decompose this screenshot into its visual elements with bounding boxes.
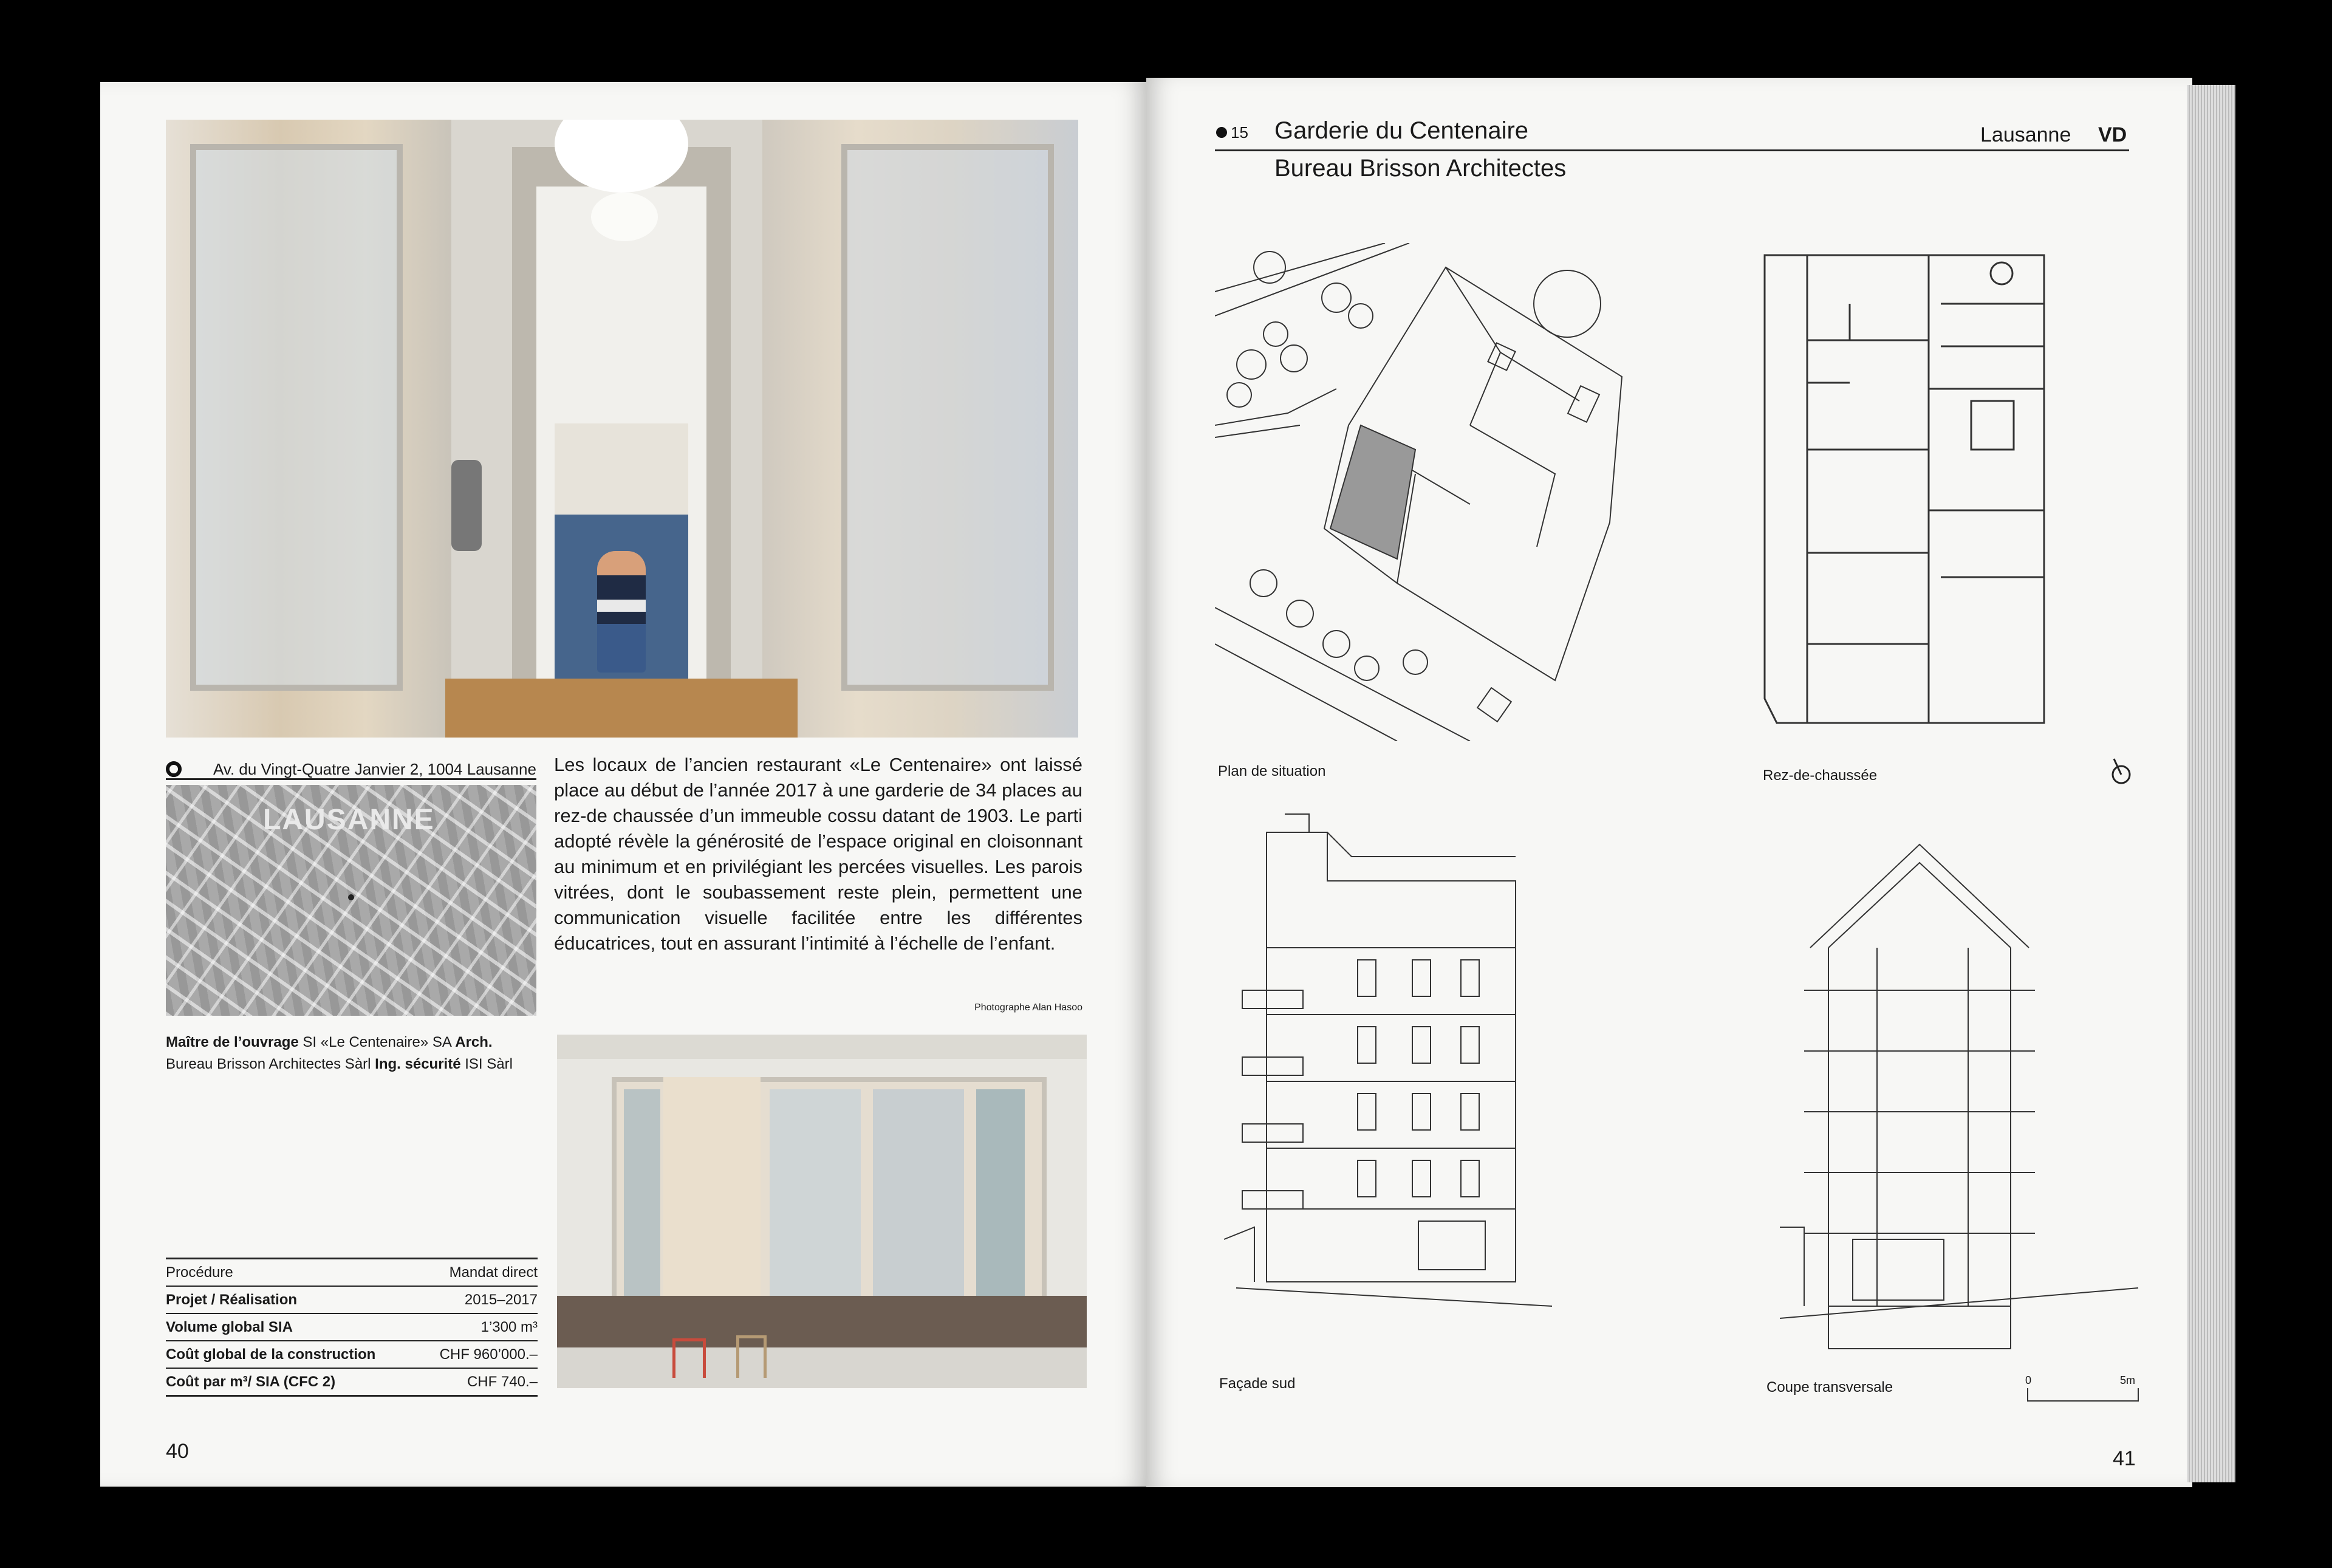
caption-ground-floor: Rez-de-chaussée	[1763, 767, 1878, 784]
north-arrow-icon	[2109, 756, 2133, 787]
table-value: Mandat direct	[449, 1264, 538, 1281]
safety-value: ISI Sàrl	[465, 1056, 513, 1072]
table-row	[166, 1368, 538, 1396]
owner-label: Maître de l’ouvrage	[166, 1034, 299, 1050]
project-number: 15	[1231, 123, 1248, 142]
pendant-lamp-far	[591, 193, 658, 241]
architect-subtitle: Bureau Brisson Architectes	[1274, 155, 1567, 182]
glass-pane	[770, 1089, 861, 1320]
address: Av. du Vingt-Quatre Janvier 2, 1004 Lausanne	[213, 759, 536, 778]
glass-partition-left	[190, 144, 403, 691]
scale-bar	[2027, 1388, 2139, 1402]
south-facade-drawing	[1218, 808, 1558, 1312]
credits	[166, 1032, 542, 1075]
map-label: LAUSANNE	[263, 804, 435, 836]
table-label: Procédure	[166, 1264, 233, 1281]
table-label: Volume global SIA	[166, 1318, 293, 1335]
table-row	[166, 1313, 538, 1341]
table-row	[166, 1341, 538, 1368]
page-number-right: 41	[2113, 1447, 2136, 1470]
safety-label: Ing. sécurité	[375, 1056, 461, 1072]
glass-pane	[624, 1089, 660, 1296]
scale-end: 5m	[2120, 1374, 2136, 1386]
caption-site-plan: Plan de situation	[1218, 763, 1326, 779]
fire-extinguisher	[451, 460, 482, 551]
table-value: CHF 740.–	[467, 1373, 538, 1390]
table-row	[166, 1259, 538, 1287]
page-number-left: 40	[166, 1440, 189, 1463]
caption-cross-section: Coupe transversale	[1766, 1379, 1893, 1395]
table-label: Coût global de la construction	[166, 1346, 376, 1363]
table-label: Coût par m³/ SIA (CFC 2)	[166, 1373, 336, 1390]
dark-baseboard	[557, 1296, 1087, 1351]
glass-pane	[976, 1089, 1025, 1296]
ground-floor-plan	[1759, 249, 2050, 747]
ceiling	[557, 1035, 1087, 1059]
corridor-photo	[166, 120, 1078, 738]
glass-pane	[873, 1089, 964, 1320]
project-data-table	[166, 1258, 538, 1397]
body-text: Les locaux de l’ancien restaurant «Le Centenaire» ont laissé place au début de l’année 2017 à une garderie de 34 places au rez-de chaussée d’un immeuble cossu datant de 1903. Le parti adopté révèle la générosité de l’espace original en cloisonnant au minimum et en privilégiant les percées visuelles. Les parois vitrées, dont le soubassement reste plein, permettent une communication visuelle facilitée entre les différentes éducatrices, tout en assurant l’intimité à l’échelle de l’enfant.	[554, 754, 1082, 954]
cross-section-drawing	[1780, 838, 2144, 1355]
location-map	[166, 785, 536, 1016]
canton: VD	[2098, 123, 2127, 146]
header-rule	[1215, 149, 2129, 151]
glass-partition-right	[841, 144, 1054, 691]
table-value: 1’300 m³	[480, 1318, 538, 1335]
page-edge	[2187, 85, 2235, 1482]
site-plan-drawing	[1215, 243, 1628, 741]
table-value: CHF 960’000.–	[439, 1346, 538, 1363]
map-address-bar	[166, 760, 536, 780]
owner-value: SI «Le Centenaire» SA	[303, 1034, 451, 1050]
child-figure	[597, 551, 646, 673]
city: Lausanne	[1980, 123, 2071, 146]
location-pin-icon	[166, 761, 182, 777]
red-chair	[672, 1338, 706, 1378]
arch-value: Bureau Brisson Architectes Sàrl	[166, 1056, 371, 1072]
table-row	[166, 1286, 538, 1313]
map-marker-icon	[348, 894, 354, 900]
scale-start: 0	[2025, 1374, 2032, 1386]
photo-credit: Photographe Alan Hasoo	[974, 1002, 1082, 1013]
floor	[557, 1347, 1087, 1388]
table-label: Projet / Réalisation	[166, 1291, 298, 1308]
caption-south-facade: Façade sud	[1219, 1375, 1296, 1392]
room-photo	[557, 1035, 1087, 1388]
wood-floor	[445, 679, 798, 738]
project-bullet-icon	[1216, 127, 1227, 138]
wood-chair	[736, 1335, 767, 1378]
project-title: Garderie du Centenaire	[1274, 117, 1529, 144]
arch-label: Arch.	[455, 1034, 493, 1050]
table-value: 2015–2017	[464, 1291, 538, 1308]
